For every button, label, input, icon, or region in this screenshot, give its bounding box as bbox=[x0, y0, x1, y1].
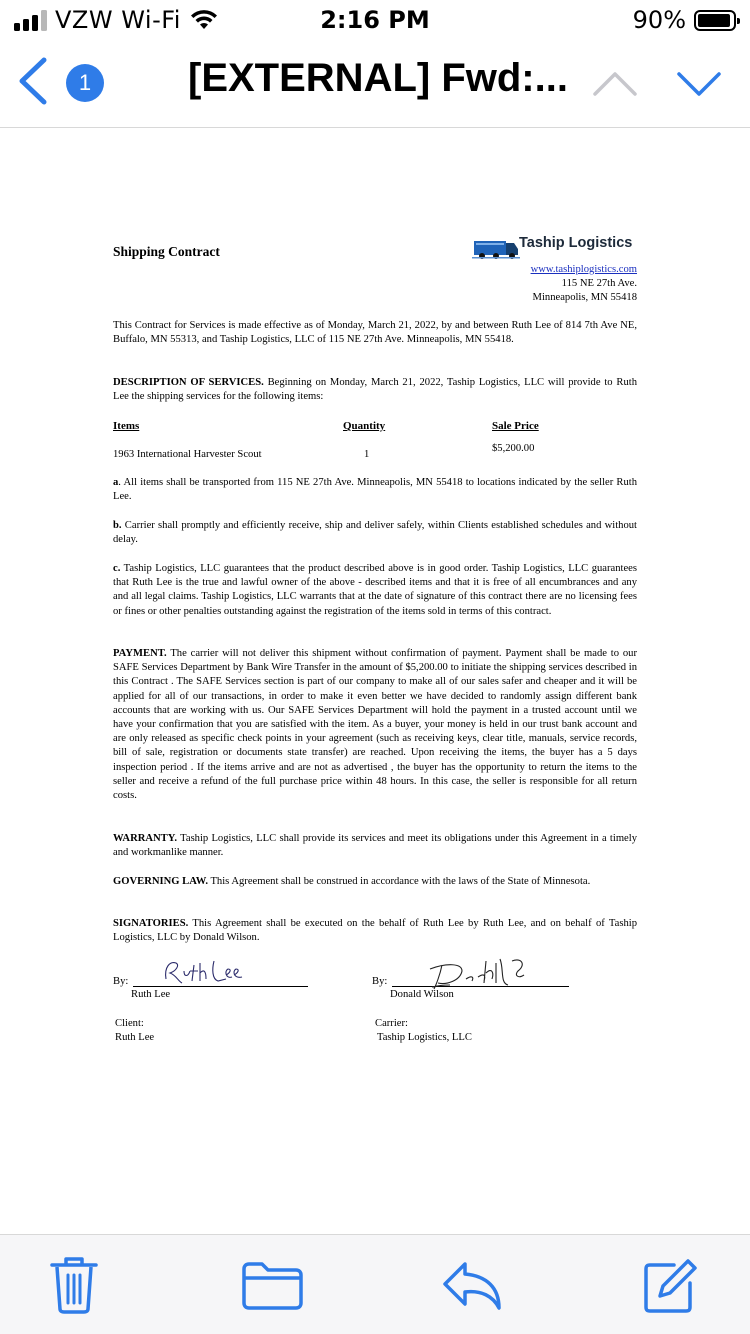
warranty-heading: WARRANTY. bbox=[113, 833, 178, 844]
table-header-price: Sale Price bbox=[492, 420, 539, 432]
table-cell-item: 1963 International Harvester Scout bbox=[113, 449, 262, 460]
compose-button[interactable] bbox=[638, 1255, 702, 1315]
clause-b-text: Carrier shall promptly and efficiently receive, ship and deliver safely, within Clients established schedules and without delay. bbox=[113, 520, 637, 546]
nav-bar bbox=[0, 40, 750, 128]
bottom-toolbar bbox=[0, 1234, 750, 1334]
move-to-folder-button[interactable] bbox=[240, 1255, 304, 1315]
company-logo-text: Taship Logistics bbox=[519, 235, 633, 251]
folder-icon bbox=[240, 1259, 304, 1311]
client-by-label: By: bbox=[113, 976, 129, 987]
client-party-name: Ruth Lee bbox=[115, 1032, 155, 1043]
battery-icon bbox=[694, 10, 736, 31]
client-signature bbox=[160, 957, 246, 989]
table-header-quantity: Quantity bbox=[343, 420, 386, 432]
table-cell-price: $5,200.00 bbox=[492, 443, 535, 454]
signatories-heading: SIGNATORIES. bbox=[113, 918, 189, 929]
clause-a-text: . All items shall be transported from 115 NE 27th Ave. Minneapolis, MN 55418 to locations indicated by the seller Ruth Lee. bbox=[113, 477, 637, 503]
signatories-body: This Agreement shall be executed on the behalf of Ruth Lee by Ruth Lee, and on behalf of Taship Logistics, LLC by Donald Wilson. bbox=[113, 918, 637, 944]
status-right bbox=[633, 6, 736, 34]
chevron-left-icon bbox=[14, 56, 54, 106]
carrier-label: Carrier: bbox=[375, 1018, 408, 1029]
document-title: Shipping Contract bbox=[113, 244, 220, 259]
carrier-name: VZW Wi-Fi bbox=[55, 6, 181, 34]
company-street: 115 NE 27th Ave. bbox=[561, 278, 637, 290]
warranty-paragraph bbox=[113, 832, 637, 860]
carrier-signer-name: Donald Wilson bbox=[390, 989, 454, 1000]
clause-b-label: b. bbox=[113, 520, 122, 531]
trash-icon bbox=[48, 1255, 100, 1315]
payment-paragraph bbox=[113, 647, 637, 803]
chevron-down-icon bbox=[676, 66, 722, 102]
clause-b bbox=[113, 519, 637, 547]
contract-document bbox=[0, 129, 750, 1234]
compose-icon bbox=[640, 1255, 700, 1315]
description-body: Beginning on Monday, March 21, 2022, Taship Logistics, LLC will provide to Ruth Lee the shipping services for the following items: bbox=[113, 377, 637, 403]
clause-c-text: Taship Logistics, LLC guarantees that the product described above is in good order. Taship Logistics, LLC guarantees that Ruth Lee is the true and lawful owner of the above - described items and that it is free of all encumbrances and any and all legal claims. Taship Logistics, LLC warrants that at the date of signature of this contract there are no licensing fees or fines or other penalties outstanding against the registration of the items sold in terms of this contract. bbox=[113, 563, 637, 617]
delete-button[interactable] bbox=[42, 1255, 106, 1315]
status-bar bbox=[0, 0, 750, 40]
governing-law-body: This Agreement shall be construed in accordance with the laws of the State of Minnesota. bbox=[207, 876, 591, 887]
next-message-button[interactable] bbox=[676, 66, 722, 107]
carrier-party-name: Taship Logistics, LLC bbox=[377, 1032, 472, 1043]
status-time: 2:16 PM bbox=[320, 6, 430, 34]
clause-c bbox=[113, 562, 637, 619]
back-button[interactable] bbox=[14, 56, 54, 106]
message-title: [EXTERNAL] Fwd:... bbox=[188, 56, 568, 100]
carrier-by-label: By: bbox=[372, 976, 388, 987]
governing-law-paragraph bbox=[113, 875, 637, 889]
table-header-items: Items bbox=[113, 420, 140, 432]
signatories-paragraph bbox=[113, 917, 637, 945]
battery-percent: 90% bbox=[632, 6, 686, 34]
company-website-link[interactable]: www.tashiplogistics.com bbox=[530, 264, 637, 275]
warranty-body: Taship Logistics, LLC shall provide its services and meet its obligations under this Agreement in a timely and workmanlike manner. bbox=[113, 833, 637, 859]
clause-a bbox=[113, 476, 637, 504]
company-city: Minneapolis, MN 55418 bbox=[532, 292, 637, 304]
previous-message-button[interactable] bbox=[592, 66, 638, 107]
clause-c-label: c. bbox=[113, 563, 121, 574]
intro-paragraph: This Contract for Services is made effective as of Monday, March 21, 2022, by and between Ruth Lee of 814 7th Ave NE, Buffalo, MN 55313, and Taship Logistics, LLC of 115 NE 27th Ave. Minneapolis, MN 55418. bbox=[113, 320, 637, 346]
clause-a-label: a bbox=[113, 477, 119, 488]
governing-law-heading: GOVERNING LAW. bbox=[113, 876, 208, 887]
client-label: Client: bbox=[115, 1018, 144, 1029]
company-address bbox=[531, 263, 637, 306]
payment-heading: PAYMENT. bbox=[113, 648, 167, 659]
reply-button[interactable] bbox=[440, 1255, 504, 1315]
unread-count-badge[interactable]: 1 bbox=[66, 64, 104, 102]
description-paragraph bbox=[113, 376, 637, 404]
chevron-up-icon bbox=[592, 66, 638, 102]
reply-icon bbox=[441, 1258, 503, 1312]
payment-body: The carrier will not deliver this shipment without confirmation of payment. Payment shall be made to our SAFE Services Department by Bank Wire Transfer in the amount of $5,200.00 to initiate the shipping services described in this Contract . The SAFE Services section is part of our company to make all of our sales safer and cheaper and it will be applied for all of our transactions, in order to make it even better we have decided to randomly assign different bank accounts that are working with us. Our SAFE Services Department will hold the payment in a trusted account until we have your confirmation that you are satisfied with the item. As a buyer, your money is held in our trust bank account and are only released as specific check points in your agreement (such as receiving keys, clear title, manuals, service records, bill of sale, registration or documents state transfer) are reached. Upon receiving the items, the buyer has a 5 days inspection period . If the items arrive and are not as advertised , the buyer has the opportunity to return the items to the seller and receive a refund of the full purchase price within 48 hours. In this case, the seller is responsible for all return costs. bbox=[113, 648, 637, 802]
client-signer-name: Ruth Lee bbox=[131, 989, 171, 1000]
table-cell-quantity: 1 bbox=[364, 449, 370, 460]
description-heading: DESCRIPTION OF SERVICES. bbox=[113, 377, 264, 388]
